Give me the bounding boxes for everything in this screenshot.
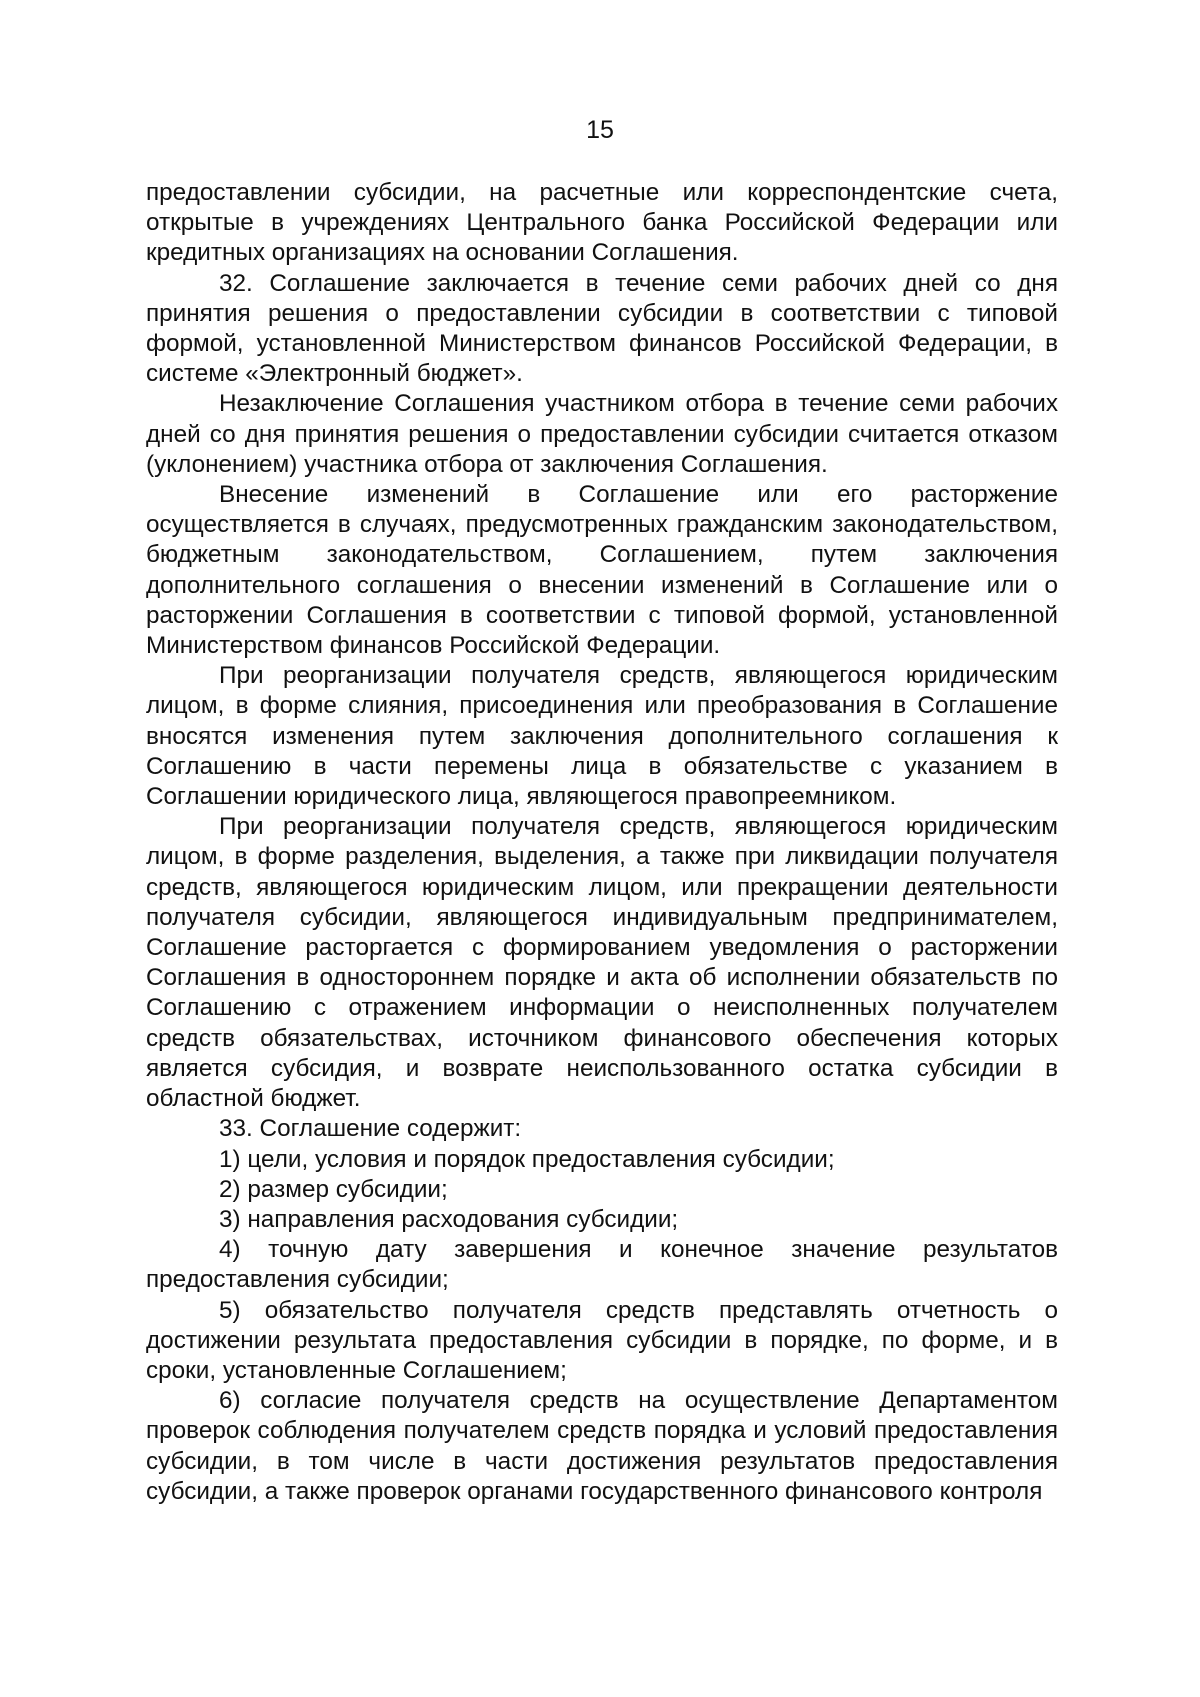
paragraph-nonconclusion: Незаключение Соглашения участником отбора в течение семи рабочих дней со дня принятия решения о предоставлении субсидии считается отказом (уклонением) участника отбора от заключения Соглашения.	[146, 390, 1058, 478]
page-number: 15	[586, 116, 614, 144]
paragraph-reorganization-split: При реорганизации получателя средств, являющегося юридическим лицом, в форме разделения, выделения, а также при ликвидации получателя средств, являющегося юридическим лицом, или прекращении деятельности получателя субсидии, являющегося индивидуальным предпринимателем, Соглашение расторгается с формированием уведомления о расторжении Соглашения в одностороннем порядке и акта об исполнении обязательств по Соглашению с отражением информации о неисполненных получателем средств обязательствах, источником финансового обеспечения которых является субсидия, и возврате неиспользованного остатка субсидии в областной бюджет.	[146, 813, 1058, 1113]
list-item-33-4: 4) точную дату завершения и конечное значение результатов предоставления субсидии;	[146, 1236, 1058, 1294]
list-item-33-3: 3) направления расходования субсидии;	[219, 1205, 679, 1233]
paragraph-reorganization-merge: При реорганизации получателя средств, являющегося юридическим лицом, в форме слияния, присоединения или преобразования в Соглашение вносятся изменения путем заключения дополнительного соглашения к Соглашению в части перемены лица в обязательстве с указанием в Соглашении юридического лица, являющегося правопреемником.	[146, 662, 1058, 811]
list-item-33-6: 6) согласие получателя средств на осуществление Департаментом проверок соблюдения получателем средств порядка и условий предоставления субсидии, в том числе в части достижения результатов предоставления субсидии, а также проверок органами государственного финансового контроля	[146, 1387, 1058, 1505]
document-body	[146, 178, 1058, 1507]
paragraph-amendments: Внесение изменений в Соглашение или его расторжение осуществляется в случаях, предусмотренных гражданским законодательством, бюджетным законодательством, Соглашением, путем заключения дополнительного соглашения о внесении изменений в Соглашение или о расторжении Соглашения в соответствии с типовой формой, установленной Министерством финансов Российской Федерации.	[146, 481, 1058, 660]
paragraph-clause-32: 32. Соглашение заключается в течение семи рабочих дней со дня принятия решения о предоставлении субсидии в соответствии с типовой формой, установленной Министерством финансов Российской Федерации, в системе «Электронный бюджет».	[146, 269, 1058, 388]
list-item-33-1: 1) цели, условия и порядок предоставления субсидии;	[219, 1145, 835, 1173]
list-item-33-2: 2) размер субсидии;	[219, 1175, 448, 1203]
paragraph-continuation: предоставлении субсидии, на расчетные или корреспондентские счета, открытые в учреждениях Центрального банка Российской Федерации или кредитных организациях на основании Соглашения.	[146, 179, 1058, 267]
list-item-33-5: 5) обязательство получателя средств представлять отчетность о достижении результата предоставления субсидии в порядке, по форме, и в сроки, установленные Соглашением;	[146, 1296, 1058, 1384]
paragraph-clause-33: 33. Соглашение содержит:	[219, 1115, 522, 1143]
